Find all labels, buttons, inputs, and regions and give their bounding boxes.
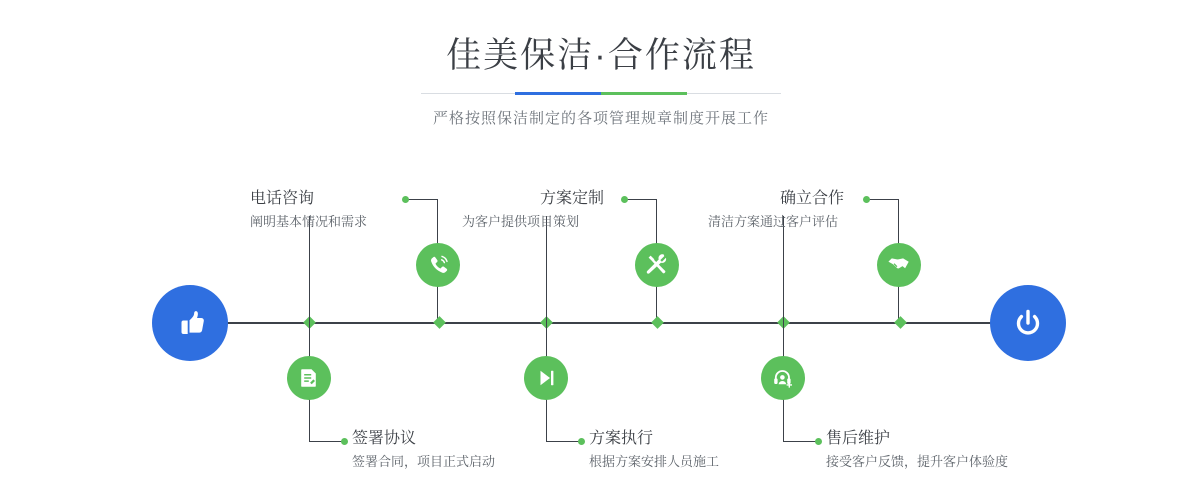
step-icon-badge-plan-custom: [635, 243, 679, 287]
page-title: 佳美保洁·合作流程: [446, 36, 756, 75]
connector-horizontal: [309, 441, 344, 442]
connector-vertical: [309, 216, 310, 323]
step-icon-badge-after-sales: [761, 356, 805, 400]
step-title: 签署协议: [352, 430, 417, 447]
page-subtitle: 严格按照保洁制定的各项管理规章制度开展工作: [432, 110, 769, 127]
connector-tip-dot: [402, 196, 409, 203]
step-title: 售后维护: [826, 430, 891, 447]
connector-horizontal: [624, 199, 656, 200]
step-label-confirm-cooperation: [708, 188, 844, 232]
headset-add-icon: [771, 366, 795, 390]
connector-horizontal: [866, 199, 898, 200]
timeline-start-badge: [152, 285, 228, 361]
step-title: 电话咨询: [250, 190, 315, 207]
step-desc: 根据方案安排人员施工: [589, 454, 720, 469]
step-label-plan-execute: [589, 428, 719, 472]
step-label-after-sales: [826, 428, 1008, 472]
step-desc: 签署合同，项目正式启动: [352, 454, 496, 469]
step-title: 方案定制: [540, 190, 605, 207]
axis-node-marker: [894, 316, 907, 329]
step-title: 方案执行: [589, 430, 654, 447]
step-desc: 接受客户反馈，提升客户体验度: [826, 454, 1009, 469]
step-icon-badge-confirm-cooperation: [877, 243, 921, 287]
title-divider: [421, 92, 781, 95]
connector-vertical: [546, 216, 547, 323]
divider-blue-segment: [515, 92, 601, 95]
connector-tip-dot: [621, 196, 628, 203]
tools-icon: [645, 253, 669, 277]
connector-vertical: [783, 216, 784, 323]
connector-tip-dot: [578, 438, 585, 445]
step-icon-badge-plan-execute: [524, 356, 568, 400]
axis-node-marker: [433, 316, 446, 329]
step-desc: 清洁方案通过客户评估: [708, 214, 839, 229]
step-label-phone-consult: [250, 188, 367, 232]
power-icon: [1008, 303, 1048, 343]
connector-tip-dot: [863, 196, 870, 203]
step-desc: 为客户提供项目策划: [462, 214, 580, 229]
timeline-end-badge: [990, 285, 1066, 361]
divider-green-segment: [601, 92, 687, 95]
document-edit-icon: [297, 366, 321, 390]
connector-horizontal: [546, 441, 581, 442]
timeline-axis: [160, 322, 1040, 324]
thumbs-up-icon: [170, 303, 210, 343]
step-label-sign-agreement: [352, 428, 495, 472]
connector-tip-dot: [341, 438, 348, 445]
connector-horizontal: [783, 441, 818, 442]
step-icon-badge-phone-consult: [416, 243, 460, 287]
handshake-icon: [886, 252, 912, 278]
header: [0, 34, 1202, 128]
step-label-plan-custom: [462, 188, 604, 232]
phone-call-icon: [425, 252, 451, 278]
play-skip-icon: [534, 366, 558, 390]
connector-tip-dot: [815, 438, 822, 445]
step-icon-badge-sign-agreement: [287, 356, 331, 400]
axis-node-marker: [651, 316, 664, 329]
step-title: 确立合作: [780, 190, 845, 207]
connector-horizontal: [405, 199, 437, 200]
step-desc: 阐明基本情况和需求: [250, 214, 368, 229]
